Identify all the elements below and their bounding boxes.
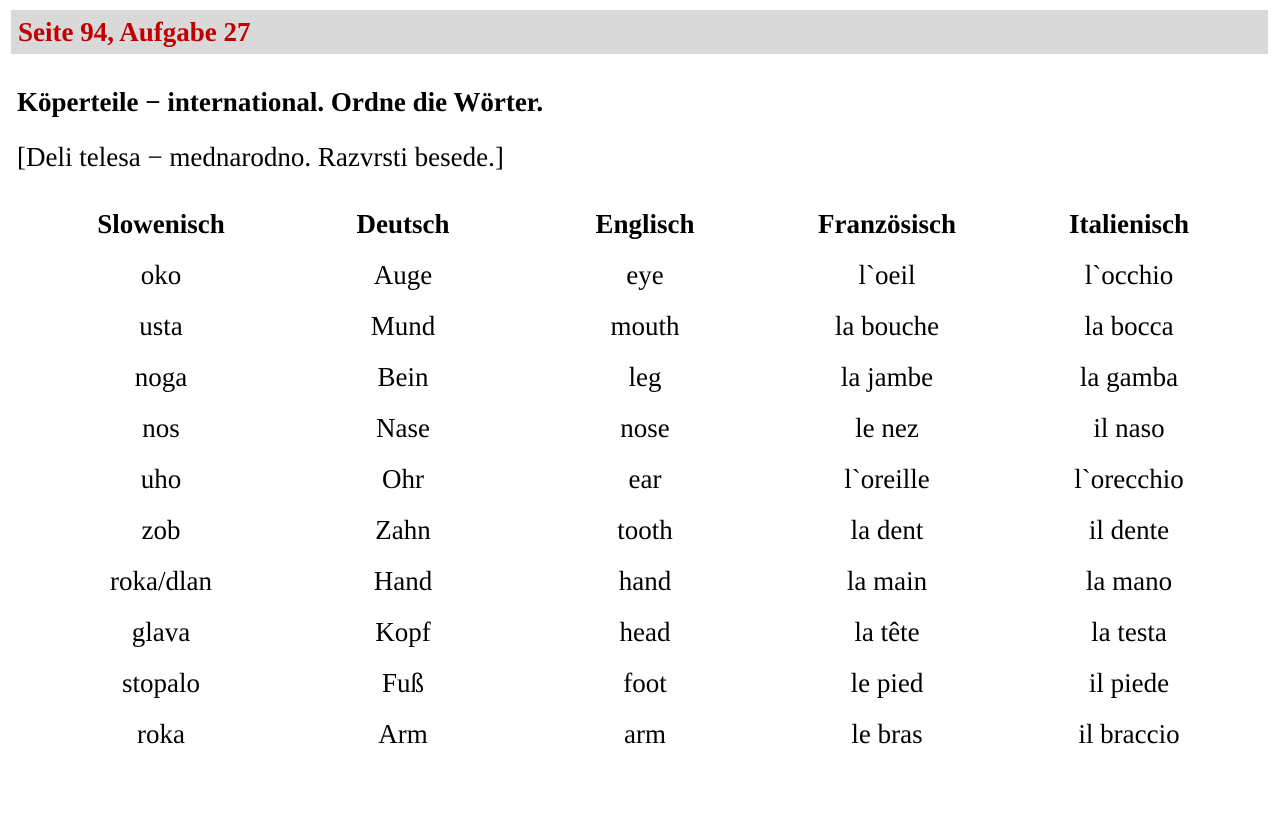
- cell-deutsch: Fuß: [381, 667, 425, 698]
- cell-deutsch: Kopf: [375, 616, 431, 647]
- cell-italienisch: il naso: [1093, 412, 1165, 443]
- header-bar: [11, 10, 1268, 54]
- cell-deutsch: Ohr: [382, 463, 424, 494]
- cell-englisch: foot: [623, 667, 667, 698]
- cell-italienisch: il braccio: [1078, 718, 1180, 749]
- table-row: [40, 657, 1250, 708]
- cell-englisch: arm: [624, 718, 666, 749]
- table-row: [40, 300, 1250, 351]
- column-header-slowenisch: Slowenisch: [97, 208, 225, 239]
- cell-deutsch: Auge: [373, 259, 433, 290]
- cell-deutsch: Nase: [376, 412, 430, 443]
- cell-italienisch: l`occhio: [1084, 259, 1174, 290]
- column-header-italienisch: Italienisch: [1068, 208, 1189, 239]
- cell-franzoesisch: le pied: [850, 667, 924, 698]
- cell-englisch: hand: [618, 565, 672, 596]
- table-header-row: [40, 198, 1250, 249]
- cell-englisch: mouth: [610, 310, 680, 341]
- cell-italienisch: la mano: [1085, 565, 1173, 596]
- cell-franzoesisch: l`oreille: [844, 463, 930, 494]
- cell-italienisch: la gamba: [1079, 361, 1179, 392]
- cell-italienisch: l`orecchio: [1074, 463, 1184, 494]
- cell-slowenisch: oko: [140, 259, 182, 290]
- cell-italienisch: la bocca: [1084, 310, 1174, 341]
- cell-englisch: leg: [628, 361, 662, 392]
- cell-franzoesisch: la tête: [854, 616, 920, 647]
- table-body: [40, 249, 1250, 759]
- cell-franzoesisch: le bras: [851, 718, 923, 749]
- cell-franzoesisch: la bouche: [834, 310, 940, 341]
- cell-italienisch: la testa: [1091, 616, 1167, 647]
- cell-franzoesisch: la jambe: [840, 361, 934, 392]
- task-translation: [Deli telesa − mednarodno. Razvrsti besede.]: [17, 142, 504, 172]
- cell-franzoesisch: la dent: [850, 514, 924, 545]
- table-row: [40, 351, 1250, 402]
- cell-englisch: eye: [626, 259, 664, 290]
- table-row: [40, 606, 1250, 657]
- cell-slowenisch: nos: [142, 412, 180, 443]
- cell-deutsch: Hand: [373, 565, 433, 596]
- cell-deutsch: Bein: [377, 361, 429, 392]
- vocabulary-table: [40, 198, 1250, 759]
- cell-slowenisch: usta: [139, 310, 183, 341]
- column-header-deutsch: Deutsch: [356, 208, 450, 239]
- cell-deutsch: Arm: [378, 718, 428, 749]
- page-title: Seite 94, Aufgabe 27: [18, 17, 251, 47]
- cell-italienisch: il dente: [1088, 514, 1170, 545]
- cell-franzoesisch: le nez: [855, 412, 919, 443]
- cell-italienisch: il piede: [1088, 667, 1170, 698]
- column-header-englisch: Englisch: [595, 208, 695, 239]
- cell-slowenisch: roka: [137, 718, 185, 749]
- cell-slowenisch: roka/dlan: [110, 565, 212, 596]
- table-row: [40, 555, 1250, 606]
- cell-englisch: ear: [628, 463, 662, 494]
- cell-slowenisch: zob: [141, 514, 181, 545]
- table-row: [40, 708, 1250, 759]
- cell-slowenisch: uho: [140, 463, 182, 494]
- table-row: [40, 504, 1250, 555]
- table-row: [40, 453, 1250, 504]
- cell-englisch: tooth: [617, 514, 673, 545]
- cell-deutsch: Zahn: [375, 514, 431, 545]
- task-title: Köperteile − international. Ordne die Wörter.: [17, 87, 544, 117]
- cell-slowenisch: noga: [134, 361, 188, 392]
- cell-franzoesisch: l`oeil: [858, 259, 916, 290]
- table-row: [40, 249, 1250, 300]
- cell-franzoesisch: la main: [846, 565, 928, 596]
- cell-slowenisch: stopalo: [122, 667, 200, 698]
- cell-englisch: head: [619, 616, 671, 647]
- cell-deutsch: Mund: [370, 310, 436, 341]
- column-header-franzoesisch: Französisch: [818, 208, 956, 239]
- table-row: [40, 402, 1250, 453]
- cell-englisch: nose: [620, 412, 670, 443]
- cell-slowenisch: glava: [131, 616, 191, 647]
